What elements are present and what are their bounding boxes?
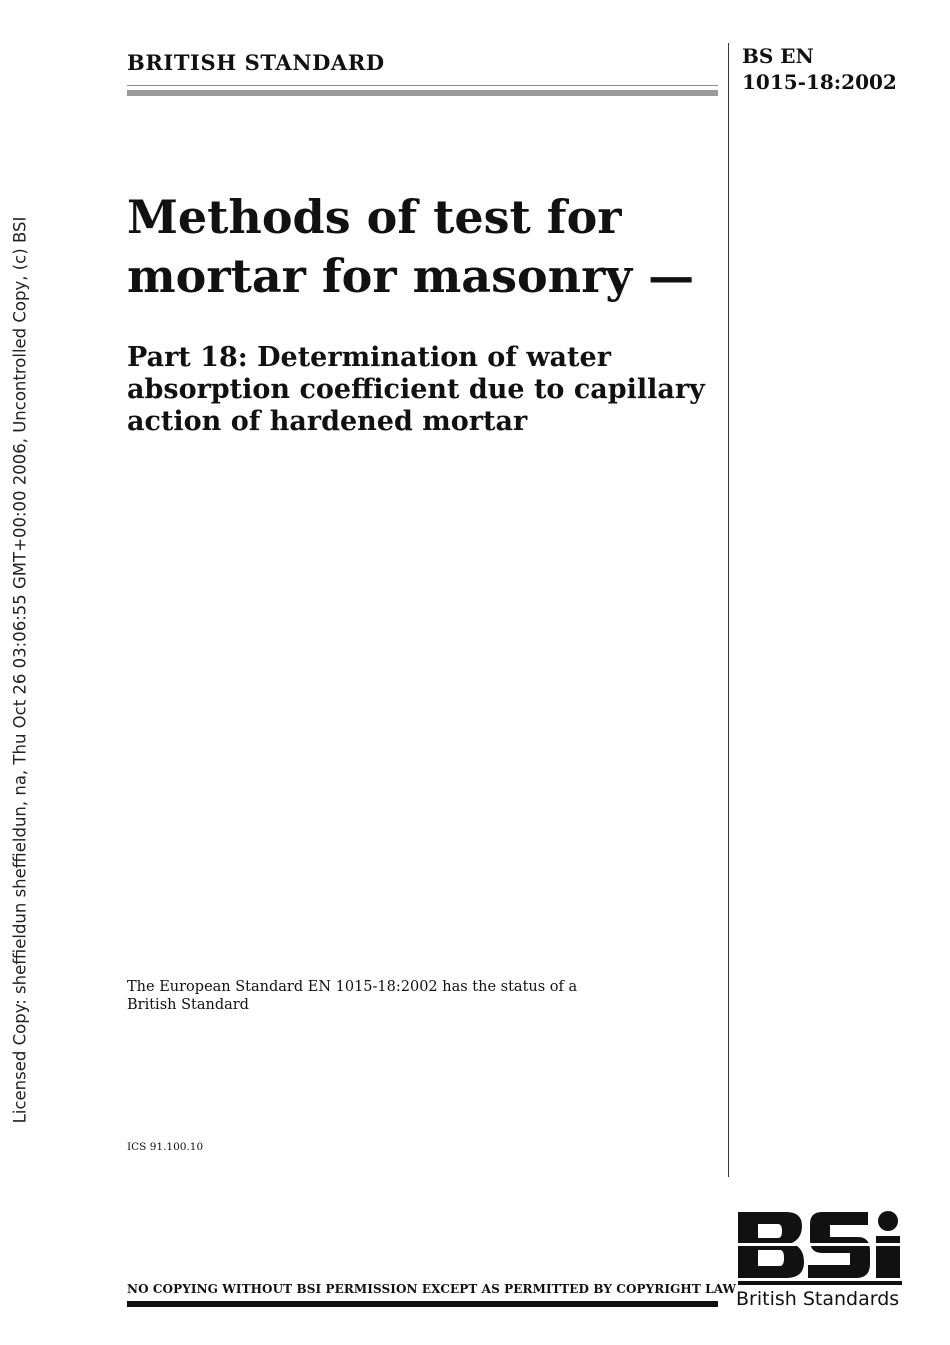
bsi-logo-caption: British Standards [736, 1288, 900, 1310]
bsi-logo-stripe [736, 1243, 906, 1246]
bsi-logo-letter-i [876, 1236, 900, 1278]
status-note [127, 978, 687, 1014]
bsi-logo-mark [736, 1210, 906, 1285]
footer-rule [127, 1301, 718, 1307]
page-title [127, 188, 707, 306]
header-rule-thick [127, 90, 718, 96]
standard-number-line1: BS EN [742, 44, 814, 68]
standard-number-line2: 1015-18:2002 [742, 70, 897, 94]
column-divider [728, 43, 729, 1177]
bsi-logo-base-rule [738, 1281, 902, 1285]
title-line1: Methods of test for [127, 190, 622, 244]
ics-code: ICS 91.100.10 [127, 1141, 204, 1153]
status-note-line2: British Standard [127, 997, 249, 1013]
header-category: BRITISH STANDARD [127, 50, 385, 75]
copyright-notice [127, 1282, 737, 1296]
page-subtitle [127, 342, 717, 438]
subtitle-line2: absorption coefficient due to capillary [127, 374, 705, 405]
status-note-line1: The European Standard EN 1015-18:2002 has the status of a [127, 979, 578, 995]
bsi-logo-dot [878, 1211, 898, 1231]
license-stamp-text: Licensed Copy: sheffieldun sheffieldun, na, Thu Oct 26 03:06:55 GMT+00:00 2006, Uncontrolled Copy, (c) BSI [10, 216, 30, 1124]
subtitle-line1: Part 18: Determination of water [127, 342, 611, 373]
standard-number [742, 43, 897, 95]
copyright-notice-text: NO COPYING WITHOUT BSI PERMISSION EXCEPT AS PERMITTED BY COPYRIGHT LAW [127, 1282, 737, 1296]
header-rule-thin [127, 85, 718, 86]
subtitle-line3: action of hardened mortar [127, 406, 528, 437]
title-line2: mortar for masonry — [127, 249, 695, 303]
